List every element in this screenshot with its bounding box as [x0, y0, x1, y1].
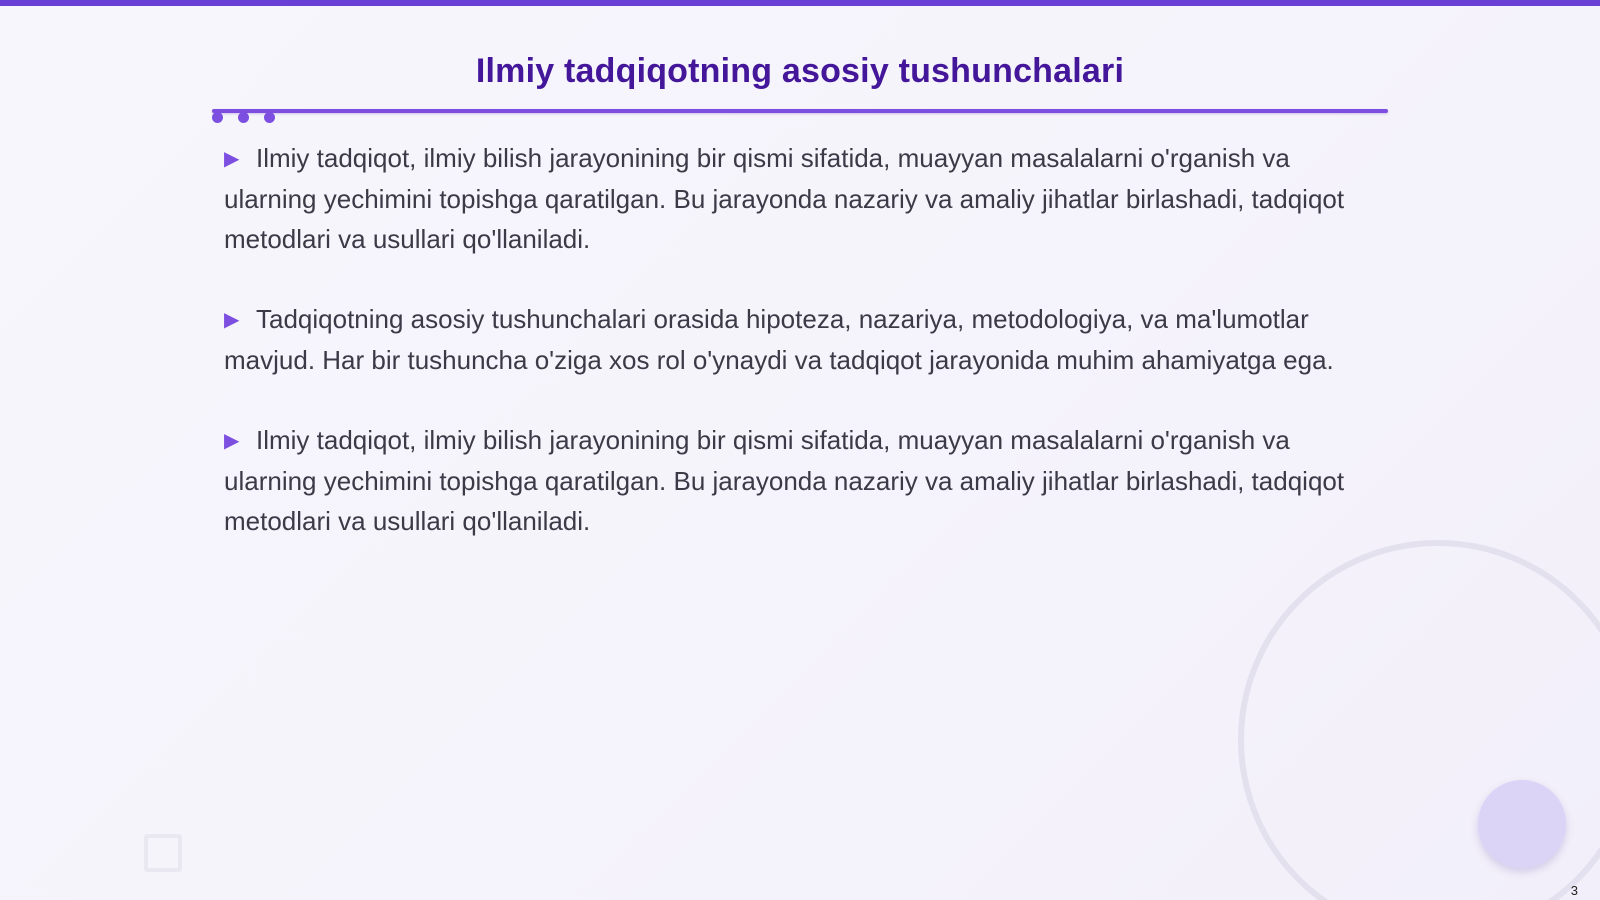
decorative-dot [238, 112, 249, 123]
triangle-right-icon: ▶ [224, 309, 240, 331]
bullet-text: Ilmiy tadqiqot, ilmiy bilish jarayonining bir qismi sifatida, muayyan masalalarni o'rganish va ularning yechimini topishga qaratilgan. Bu jarayonda nazariy va amaliy jihatlar birlashadi, tadqiqot metodlari va usullari qo'llaniladi. [224, 425, 1345, 536]
bullet-text: Ilmiy tadqiqot, ilmiy bilish jarayonining bir qismi sifatida, muayyan masalalarni o'rganish va ularning yechimini topishga qaratilgan. Bu jarayonda nazariy va amaliy jihatlar birlashadi, tadqiqot metodlari va usullari qo'llaniladi. [224, 143, 1345, 254]
slide-title: Ilmiy tadqiqotning asosiy tushunchalari [475, 52, 1125, 90]
decorative-circle [1478, 780, 1566, 868]
decorative-square [144, 834, 182, 872]
title-underline [212, 109, 1388, 113]
page-number: 3 [1570, 883, 1578, 898]
decorative-dot [212, 112, 223, 123]
bullet-item [224, 299, 1374, 380]
triangle-right-icon: ▶ [224, 430, 240, 452]
decorative-dot [264, 112, 275, 123]
bullet-text: Tadqiqotning asosiy tushunchalari orasida hipoteza, nazariya, metodologiya, va ma'lumotlar mavjud. Har bir tushuncha o'ziga xos rol o'ynaydi va tadqiqot jarayonida muhim ahamiyatga ega. [224, 304, 1334, 375]
bullet-list [224, 138, 1374, 581]
bullet-item [224, 420, 1374, 541]
bullet-item [224, 138, 1374, 259]
top-accent-bar [0, 0, 1600, 6]
triangle-right-icon: ▶ [224, 148, 240, 170]
